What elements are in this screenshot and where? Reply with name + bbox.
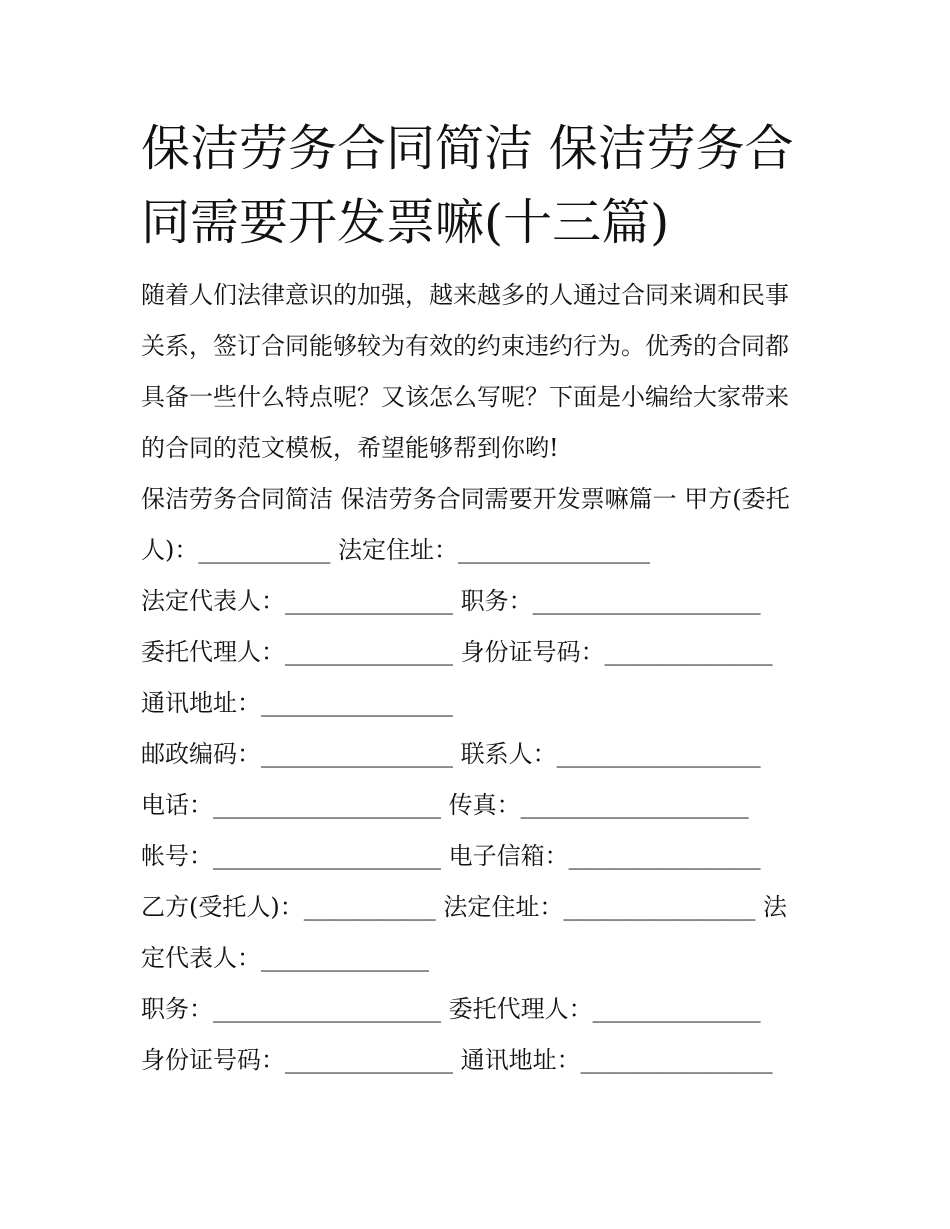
field-line: 身份证号码：______________ 通讯地址：________________ <box>141 1046 773 1074</box>
intro-line: 随着人们法律意识的加强，越来越多的人通过合同来调和民事 <box>141 281 789 309</box>
section-line: 保洁劳务合同简洁 保洁劳务合同需要开发票嘛篇一 甲方(委托 <box>141 485 790 513</box>
contract-fields <box>141 576 813 1086</box>
intro-line: 具备一些什么特点呢？又该怎么写呢？下面是小编给大家带来 <box>141 383 789 411</box>
field-line: 邮政编码：________________ 联系人：_________________ <box>141 740 761 768</box>
title-line-2: 同需要开发票嘛(十三篇) <box>141 194 670 251</box>
document-title <box>141 112 813 260</box>
title-line-1: 保洁劳务合同简洁 保洁劳务合 <box>141 120 794 177</box>
field-line: 电话：___________________ 传真：___________________ <box>141 791 749 819</box>
document-page <box>141 112 813 1086</box>
intro-paragraph <box>141 270 813 474</box>
section-heading <box>141 474 813 576</box>
field-line: 职务：___________________ 委托代理人：______________ <box>141 995 761 1023</box>
section-line: 人)：___________ 法定住址：________________ <box>141 536 650 564</box>
intro-line: 关系，签订合同能够较为有效的约束违约行为。优秀的合同都 <box>141 332 789 360</box>
field-line: 通讯地址：________________ <box>141 689 453 717</box>
field-line: 乙方(受托人)：___________ 法定住址：________________ 法 <box>141 893 787 921</box>
field-line: 帐号：___________________ 电子信箱：________________ <box>141 842 761 870</box>
intro-line: 的合同的范文模板，希望能够帮到你哟! <box>141 434 559 462</box>
field-line: 法定代表人：______________ 职务：___________________ <box>141 587 761 615</box>
field-line: 委托代理人：______________ 身份证号码：______________ <box>141 638 773 666</box>
field-line: 定代表人：______________ <box>141 944 429 972</box>
